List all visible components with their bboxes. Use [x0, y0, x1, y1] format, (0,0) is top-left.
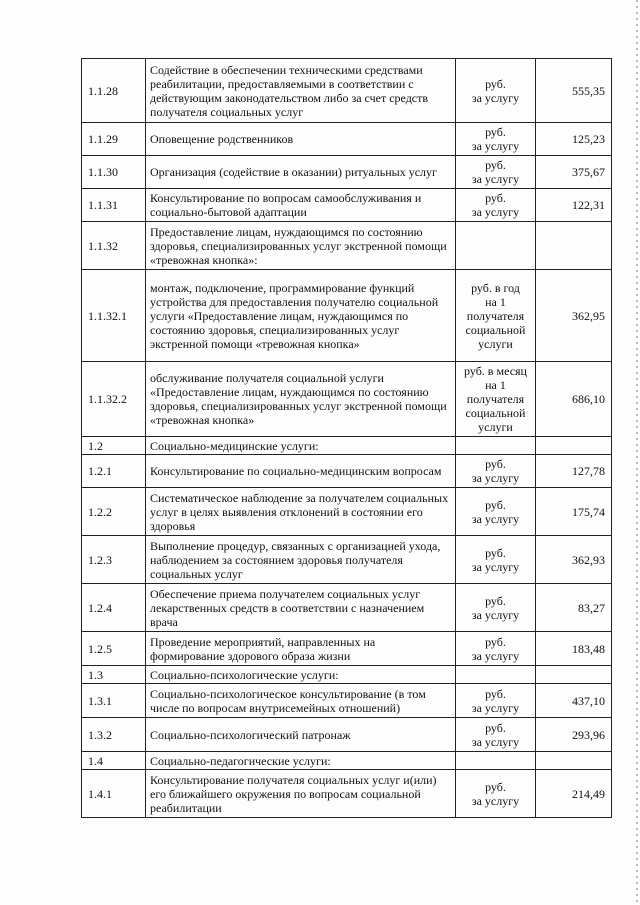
page-edge: [636, 0, 638, 905]
row-description: Выполнение процедур, связанных с организацией ухода, наблюдением за состоянием здоровья получателя социальных услуг: [146, 536, 456, 584]
section-row: [82, 666, 612, 684]
row-code: 1.2.4: [82, 584, 146, 632]
row-description: Консультирование получателя социальных услуг и(или) его ближайшего окружения по вопросам социальной реабилитации: [146, 770, 456, 818]
row-code: 1.4.1: [82, 770, 146, 818]
row-description: Консультирование по вопросам самообслуживания и социально-бытовой адаптации: [146, 189, 456, 222]
row-price: 362,93: [536, 536, 612, 584]
row-price: 83,27: [536, 584, 612, 632]
row-unit: руб. за услугу: [456, 584, 536, 632]
row-code: 1.3.1: [82, 684, 146, 718]
row-description: Организация (содействие в оказании) ритуальных услуг: [146, 156, 456, 189]
row-price: 127,78: [536, 455, 612, 488]
row-price: 214,49: [536, 770, 612, 818]
row-code: 1.1.30: [82, 156, 146, 189]
section-row: [82, 752, 612, 770]
row-unit: руб. за услугу: [456, 455, 536, 488]
row-description: Социально-медицинские услуги:: [146, 437, 456, 455]
row-code: 1.1.32: [82, 222, 146, 270]
row-unit: руб. за услугу: [456, 718, 536, 752]
row-price: 293,96: [536, 718, 612, 752]
row-description: Обеспечение приема получателем социальных услуг лекарственных средств в соответствии с назначением врача: [146, 584, 456, 632]
row-description: Проведение мероприятий, направленных на формирование здорового образа жизни: [146, 632, 456, 666]
row-code: 1.2.3: [82, 536, 146, 584]
row-price: 125,23: [536, 123, 612, 156]
row-code: 1.2.5: [82, 632, 146, 666]
row-description: Социально-психологические услуги:: [146, 666, 456, 684]
row-description: Оповещение родственников: [146, 123, 456, 156]
row-description: Предоставление лицам, нуждающимся по состоянию здоровья, специализированных услуг экстренной помощи «тревожная кнопка»:: [146, 222, 456, 270]
row-unit: руб. за услугу: [456, 123, 536, 156]
row-unit: руб. за услугу: [456, 189, 536, 222]
table-row: [82, 718, 612, 752]
row-code: 1.1.32.2: [82, 362, 146, 437]
row-price: 362,95: [536, 270, 612, 362]
row-unit: [456, 752, 536, 770]
section-row: [82, 437, 612, 455]
row-unit: руб. за услугу: [456, 156, 536, 189]
row-code: 1.1.32.1: [82, 270, 146, 362]
row-description: Консультирование по социально-медицинским вопросам: [146, 455, 456, 488]
row-code: 1.3.2: [82, 718, 146, 752]
row-code: 1.1.28: [82, 59, 146, 123]
table-row: [82, 584, 612, 632]
row-unit: руб. за услугу: [456, 536, 536, 584]
table-row: [82, 270, 612, 362]
row-price: 175,74: [536, 488, 612, 536]
row-code: 1.2: [82, 437, 146, 455]
table-row: [82, 362, 612, 437]
table-row: [82, 222, 612, 270]
row-unit: [456, 666, 536, 684]
row-unit: [456, 437, 536, 455]
row-unit: руб. в год на 1 получателя социальной услуги: [456, 270, 536, 362]
table-row: [82, 59, 612, 123]
row-price: 183,48: [536, 632, 612, 666]
row-unit: руб. за услугу: [456, 632, 536, 666]
row-unit: руб. в месяц на 1 получателя социальной услуги: [456, 362, 536, 437]
row-price: [536, 437, 612, 455]
row-price: 375,67: [536, 156, 612, 189]
table-row: [82, 536, 612, 584]
row-description: Социально-психологический патронаж: [146, 718, 456, 752]
row-unit: руб. за услугу: [456, 684, 536, 718]
table-row: [82, 189, 612, 222]
row-code: 1.3: [82, 666, 146, 684]
row-price: [536, 752, 612, 770]
table-row: [82, 684, 612, 718]
row-description: Социально-педагогические услуги:: [146, 752, 456, 770]
row-description: Содействие в обеспечении техническими средствами реабилитации, предоставляемыми в соответствии с действующим законодательством либо за счет средств получателя социальных услуг: [146, 59, 456, 123]
row-price: 437,10: [536, 684, 612, 718]
row-price: [536, 222, 612, 270]
row-unit: руб. за услугу: [456, 488, 536, 536]
row-unit: [456, 222, 536, 270]
row-unit: руб. за услугу: [456, 770, 536, 818]
row-description: обслуживание получателя социальной услуги «Предоставление лицам, нуждающимся по состоянию здоровья, специализированных услуг экстренной помощи «тревожная кнопка»: [146, 362, 456, 437]
table-row: [82, 632, 612, 666]
table-row: [82, 455, 612, 488]
row-unit: руб. за услугу: [456, 59, 536, 123]
row-price: 122,31: [536, 189, 612, 222]
table-row: [82, 770, 612, 818]
row-description: Систематическое наблюдение за получателем социальных услуг в целях выявления отклонений в состоянии его здоровья: [146, 488, 456, 536]
row-price: [536, 666, 612, 684]
row-code: 1.4: [82, 752, 146, 770]
row-description: монтаж, подключение, программирование функций устройства для предоставления получателю социальной услуги «Предоставление лицам, нуждающимся по состоянию здоровья, специализированных услуг экстренной помощи «тревожная кнопка»: [146, 270, 456, 362]
row-price: 555,35: [536, 59, 612, 123]
row-code: 1.1.31: [82, 189, 146, 222]
row-code: 1.1.29: [82, 123, 146, 156]
row-code: 1.2.1: [82, 455, 146, 488]
table-row: [82, 123, 612, 156]
row-code: 1.2.2: [82, 488, 146, 536]
services-price-table: [81, 58, 612, 818]
row-price: 686,10: [536, 362, 612, 437]
table-row: [82, 488, 612, 536]
table-row: [82, 156, 612, 189]
row-description: Социально-психологическое консультирование (в том числе по вопросам внутрисемейных отношений): [146, 684, 456, 718]
